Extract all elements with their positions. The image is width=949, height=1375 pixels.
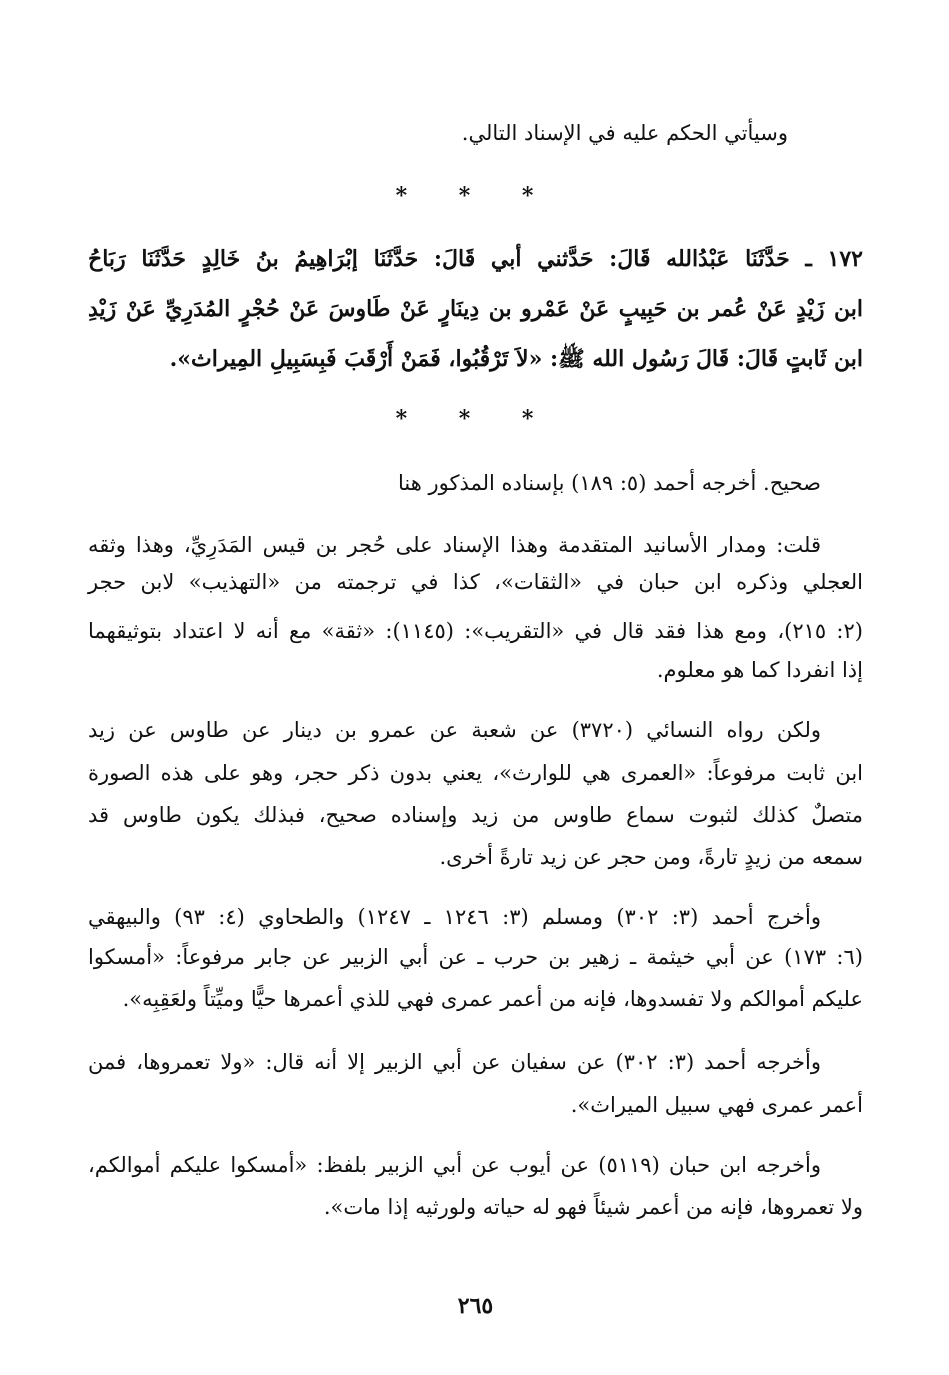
intro-line: وسيأتي الحكم عليه في الإسناد التالي.	[461, 121, 788, 145]
hadith-line-2: ابن زَيْدٍ عَنْ عُمر بن حَبِيبٍ عَنْ عَمْرو بن دِينَارٍ عَنْ طَاوسَ عَنْ حُجْرٍ المُدَرِيِّ عَنْ زَيْدِ	[88, 296, 863, 322]
hadith-line-3: ابن ثَابتٍ قَالَ: قَالَ رَسُول الله ﷺ: «لاَ تَرْقُبُوا، فَمَنْ أَرْقَبَ فَبِسَبِيلِ المِيراث».	[169, 346, 863, 372]
para3-line-1: وأخرج أحمد (٣: ٣٠٢) ومسلم (٣: ١٢٤٦ ـ ١٢٤٧) والطحاوي (٤: ٩٣) والبيهقي	[88, 905, 821, 929]
para1-line-1: قلت: ومدار الأسانيد المتقدمة وهذا الإسناد على حُجر بن قيس المَدَرِيِّ، وهذا وثقه	[88, 533, 821, 557]
para5-line-2: ولا تعمروها، فإنه من أعمر شيئاً فهو له حياته ولورثيه إذا مات».	[323, 1195, 863, 1219]
page-number: ٢٦٥	[457, 1293, 494, 1319]
grade-line: صحيح. أخرجه أحمد (٥: ١٨٩) بإسناده المذكور هنا	[397, 471, 821, 495]
para1-line-4: إذا انفردا كما هو معلوم.	[656, 658, 863, 682]
para3-line-3: عليكم أموالكم ولا تفسدوها، فإنه من أعمر عمرى فهي للذي أعمرها حيًّا وميِّتاً ولعَقِبِه».	[122, 987, 863, 1011]
para1-line-3: (٢: ٢١٥)، ومع هذا فقد قال في «التقريب»: (١١٤٥): «ثقة» مع أنه لا اعتداد بتوثيقهما	[88, 619, 863, 643]
book-page	[88, 0, 863, 1375]
para2-line-3: متصلٌ كذلك لثبوت سماع طاوس من زيد وإسناده صحيح، فبذلك يكون طاوس قد	[88, 803, 863, 827]
para3-line-2: (٦: ١٧٣) عن أبي خيثمة ـ زهير بن حرب ـ عن أبي الزبير عن جابر مرفوعاً: «أمسكوا	[88, 945, 863, 969]
para2-line-2: ابن ثابت مرفوعاً: «العمرى هي للوارث»، يعني بدون ذكر حجر، وهو على هذه الصورة	[88, 761, 863, 785]
para1-line-2: العجلي وذكره ابن حبان في «الثقات»، كذا في ترجمته من «التهذيب» لابن حجر	[88, 570, 863, 594]
para2-line-4: سمعه من زيدٍ تارةً، ومن حجر عن زيد تارةً أخرى.	[439, 845, 863, 869]
hadith-line-1: ١٧٢ ـ حَدَّثَنَا عَبْدُالله قَالَ: حَدَّثني أبي قَالَ: حَدَّثَنَا إبْرَاهِيمُ بنُ خَالِدٍ حَدَّثَنَا رَبَاحُ	[88, 246, 863, 272]
para2-line-1: ولكن رواه النسائي (٣٧٢٠) عن شعبة عن عمرو بن دينار عن طاوس عن زيد	[88, 718, 821, 742]
para4-line-2: أعمر عمرى فهي سبيل الميراث».	[570, 1093, 863, 1117]
separator-stars-1: * * *	[395, 183, 556, 209]
para4-line-1: وأخرجه أحمد (٣: ٣٠٢) عن سفيان عن أبي الزبير إلا أنه قال: «ولا تعمروها، فمن	[88, 1050, 821, 1074]
para5-line-1: وأخرجه ابن حبان (٥١١٩) عن أيوب عن أبي الزبير بلفظ: «أمسكوا عليكم أموالكم،	[88, 1153, 822, 1177]
separator-stars-2: * * *	[395, 406, 556, 432]
